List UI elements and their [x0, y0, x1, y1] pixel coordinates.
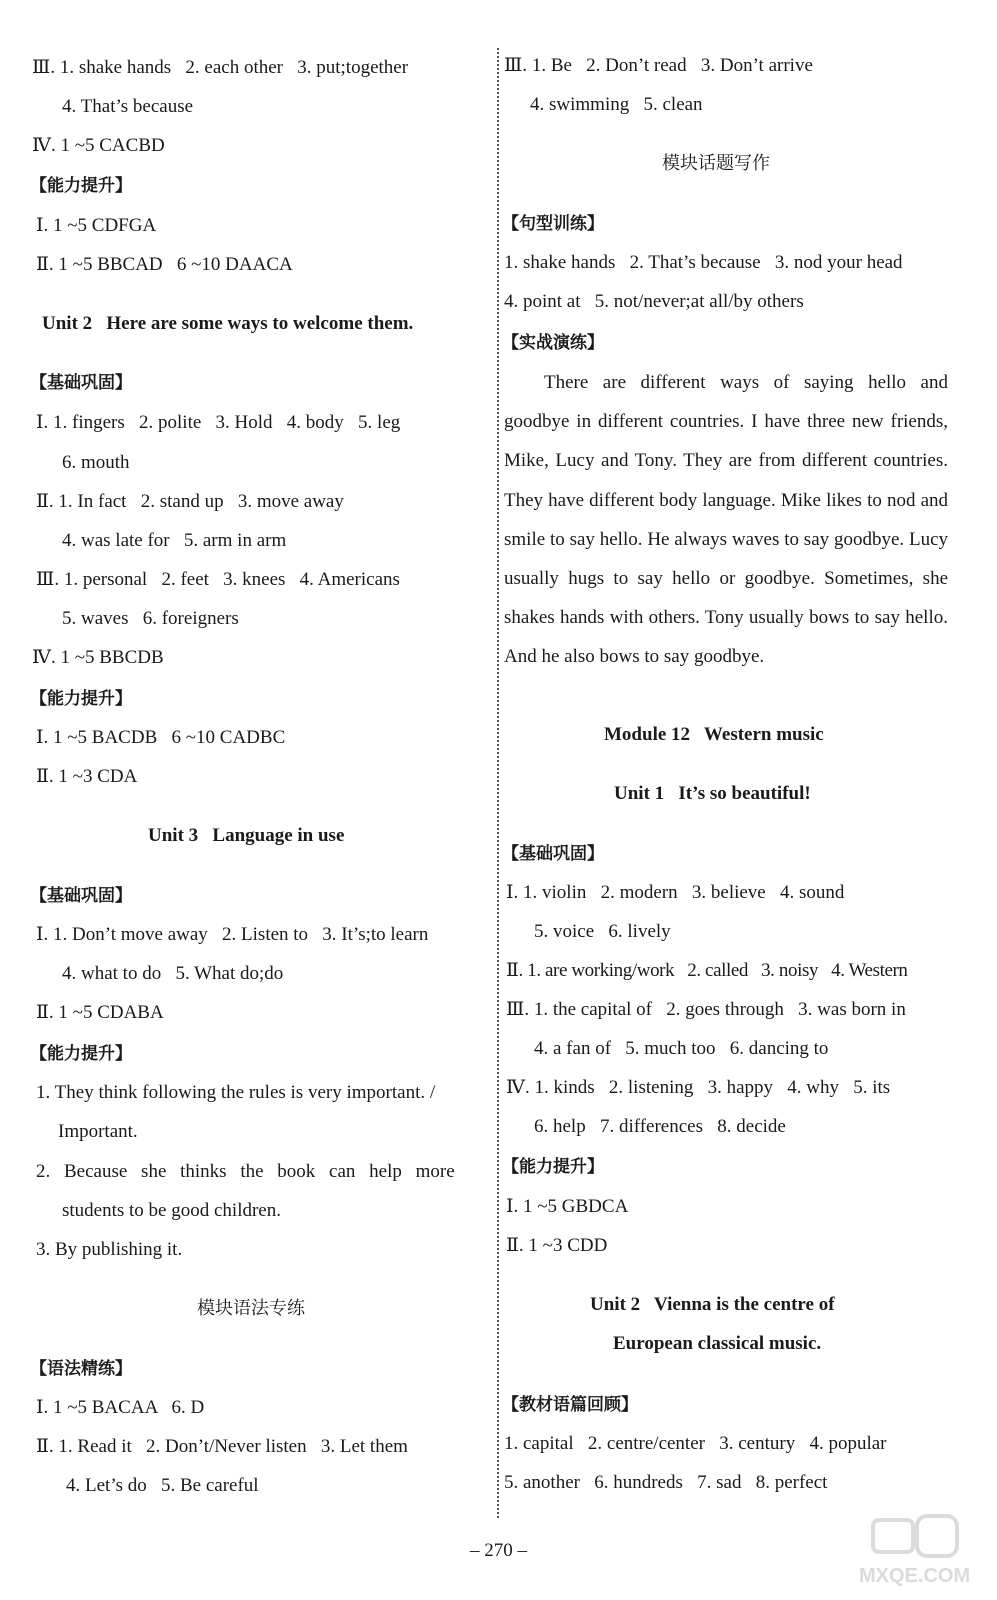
- module-heading: Module 12 Western music: [604, 724, 824, 745]
- answer-line: 4. a fan of 5. much too 6. dancing to: [534, 1038, 829, 1059]
- section-label: 【能力提升】: [30, 689, 132, 709]
- column-divider: [497, 48, 499, 1518]
- answer-line: Important.: [58, 1121, 138, 1142]
- answer-line: Ⅰ. 1 ~5 BACAA 6. D: [36, 1397, 205, 1418]
- answer-line: Ⅳ. 1. kinds 2. listening 3. happy 4. why 5. its: [506, 1077, 891, 1098]
- answer-line: 6. help 7. differences 8. decide: [534, 1116, 786, 1137]
- section-label: 【语法精练】: [30, 1359, 132, 1379]
- unit-heading: Unit 2 Here are some ways to welcome them.: [42, 313, 414, 334]
- page-number: – 270 –: [470, 1540, 527, 1561]
- answer-line: Ⅲ. 1. Be 2. Don’t read 3. Don’t arrive: [504, 55, 813, 76]
- section-heading: 模块话题写作: [662, 153, 770, 174]
- essay-paragraph: There are different ways of saying hello and goodbye in different countries. I have three new friends, Mike, Lucy and Tony. They are from different countries. They have different body language. Mike likes to nod and smile to say hello. He always waves to say goodbye. Lucy usually hugs to say hello or goodbye. Sometimes, she shakes hands with others. Tony usually bows to say hello. And he also bows to say goodbye.: [504, 372, 948, 668]
- answer-line: Ⅱ. 1 ~3 CDA: [36, 766, 138, 787]
- answer-line: Ⅰ. 1 ~5 CDFGA: [36, 215, 157, 236]
- answer-line: 4. That’s because: [62, 96, 194, 117]
- answer-line: 4. was late for 5. arm in arm: [62, 530, 287, 551]
- answer-line: 5. waves 6. foreigners: [62, 608, 239, 629]
- answer-line: 6. mouth: [62, 452, 130, 473]
- answer-line: Ⅱ. 1 ~5 CDABA: [36, 1002, 164, 1023]
- answer-line: 4. point at 5. not/never;at all/by others: [504, 291, 804, 312]
- section-label: 【句型训练】: [502, 214, 604, 234]
- section-heading: 模块语法专练: [197, 1298, 305, 1319]
- answer-line: Ⅱ. 1 ~3 CDD: [506, 1235, 608, 1256]
- answer-line: Ⅱ. 1. are working/work 2. called 3. noisy 4. Western: [506, 960, 908, 981]
- answer-line: Ⅰ. 1. Don’t move away 2. Listen to 3. It’s;to learn: [36, 924, 429, 945]
- answer-line: Ⅲ. 1. the capital of 2. goes through 3. was born in: [506, 999, 906, 1020]
- section-label: 【基础巩固】: [30, 373, 132, 393]
- section-label: 【基础巩固】: [502, 844, 604, 864]
- section-label: 【实战演练】: [502, 333, 604, 353]
- watermark-text: MXQE.COM: [859, 1565, 971, 1587]
- answer-line: Ⅰ. 1. fingers 2. polite 3. Hold 4. body 5. leg: [36, 412, 401, 433]
- section-label: 【能力提升】: [30, 1044, 132, 1064]
- answer-line: 1. They think following the rules is very important. /: [36, 1082, 436, 1103]
- unit-heading: Unit 3 Language in use: [148, 825, 345, 846]
- unit-heading: Unit 2 Vienna is the centre of: [590, 1294, 835, 1315]
- section-label: 【能力提升】: [502, 1157, 604, 1177]
- section-label: 【基础巩固】: [30, 886, 132, 906]
- answer-line: Ⅱ. 1. In fact 2. stand up 3. move away: [36, 491, 344, 512]
- section-label: 【教材语篇回顾】: [502, 1395, 638, 1415]
- answer-line: 4. what to do 5. What do;do: [62, 963, 284, 984]
- answer-line: Ⅲ. 1. personal 2. feet 3. knees 4. Americans: [36, 569, 400, 590]
- unit-heading: European classical music.: [613, 1333, 822, 1354]
- answer-line: 4. swimming 5. clean: [530, 94, 703, 115]
- answer-line: Ⅰ. 1 ~5 BACDB 6 ~10 CADBC: [36, 727, 286, 748]
- answer-line: 3. By publishing it.: [36, 1239, 183, 1260]
- answer-line: 1. shake hands 2. That’s because 3. nod your head: [504, 252, 903, 273]
- answer-line: Ⅱ. 1. Read it 2. Don’t/Never listen 3. Let them: [36, 1436, 408, 1457]
- section-label: 【能力提升】: [30, 176, 132, 196]
- answer-line: 4. Let’s do 5. Be careful: [66, 1475, 259, 1496]
- answer-line: students to be good children.: [62, 1200, 281, 1221]
- answer-line: 2. Because she thinks the book can help more: [36, 1161, 455, 1182]
- answer-line: Ⅰ. 1 ~5 GBDCA: [506, 1196, 629, 1217]
- answer-line: Ⅰ. 1. violin 2. modern 3. believe 4. sound: [506, 882, 845, 903]
- answer-line: Ⅲ. 1. shake hands 2. each other 3. put;together: [32, 57, 409, 78]
- answer-line: 1. capital 2. centre/center 3. century 4. popular: [504, 1433, 887, 1454]
- answer-line: 5. another 6. hundreds 7. sad 8. perfect: [504, 1472, 828, 1493]
- answer-line: 5. voice 6. lively: [534, 921, 671, 942]
- answer-line: Ⅳ. 1 ~5 CACBD: [32, 135, 165, 156]
- answer-line: Ⅱ. 1 ~5 BBCAD 6 ~10 DAACA: [36, 254, 293, 275]
- unit-heading: Unit 1 It’s so beautiful!: [614, 783, 811, 804]
- watermark-logo-icon: [855, 1510, 985, 1590]
- answer-line: Ⅳ. 1 ~5 BBCDB: [32, 647, 164, 668]
